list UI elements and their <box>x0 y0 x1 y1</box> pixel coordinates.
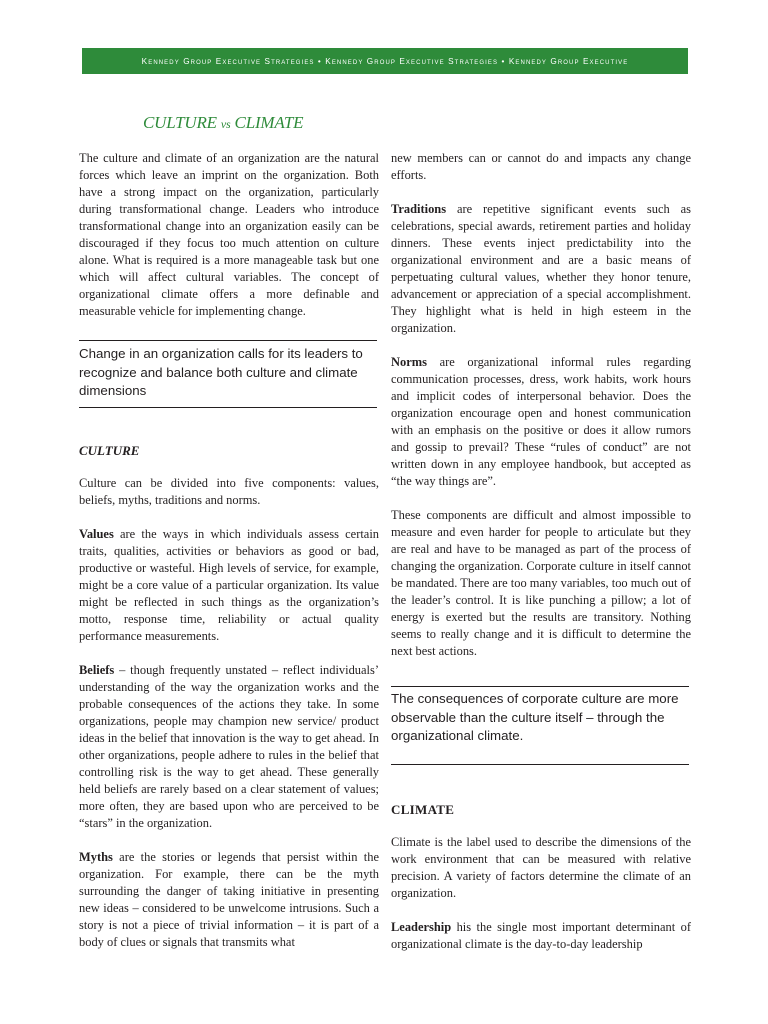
title-culture: CULTURE <box>143 113 221 132</box>
myths-paragraph <box>79 849 379 951</box>
title-climate: CLIMATE <box>230 113 304 132</box>
beliefs-paragraph <box>79 662 379 832</box>
myths-continued-paragraph: new members can or cannot do and impacts any change efforts. <box>391 151 691 182</box>
traditions-paragraph <box>391 201 691 337</box>
culture-intro-paragraph: Culture can be divided into five components: values, beliefs, myths, traditions and norms. <box>79 476 379 507</box>
page-title <box>143 113 303 133</box>
title-vs: vs <box>220 117 231 131</box>
left-column <box>79 150 379 337</box>
climate-heading: CLIMATE <box>391 802 455 817</box>
leadership-term: Leadership <box>391 920 452 934</box>
left-column-lower <box>79 442 379 968</box>
values-term: Values <box>79 527 114 541</box>
header-banner <box>82 48 688 74</box>
leadership-paragraph <box>391 919 691 953</box>
traditions-term: Traditions <box>391 202 447 216</box>
traditions-text: are repetitive significant events such as celebrations, special awards, retirement parties and holiday dinners. These events inject predictability into the organizational environment and are a basic means of perpetuating cultural values, whether they honor tenure, advancement or appreciation of a special accomplishment. They highlight what is held in high esteem in the organization. <box>391 202 691 335</box>
pull-quote-right: The consequences of corporate culture are more observable than the culture itself – through the organizational climate. <box>391 686 689 765</box>
right-column <box>391 150 691 677</box>
norms-term: Norms <box>391 355 427 369</box>
pull-quote-left: Change in an organization calls for its leaders to recognize and balance both culture and climate dimensions <box>79 340 377 408</box>
values-text: are the ways in which individuals assess certain traits, qualities, activities or behaviors as good or bad, productive or wasteful. High levels of service, for example, might be a core value of a particular organization. Its value might be reflected in such things as the organization’s motto, response time, reliability or actual quality performance measurements. <box>79 527 379 643</box>
values-paragraph <box>79 526 379 645</box>
myths-text: are the stories or legends that persist within the organization. For example, there can be the myth surrounding the danger of taking initiative in presenting new ideas – considered to be unwelcome intrusions. Such a story is not a piece of trivial information – it is part of a body of clues or signals that transmits what <box>79 850 379 949</box>
intro-paragraph: The culture and climate of an organization are the natural forces which leave an imprint on the organization. Both have a strong impact on the organization, particularly during transformational change. Leaders who introduce transformational change into an organization easily can be discouraged if they focus too much attention on culture alone. What is required is a more manageable task but one which will affect cultural variables. The concept of organizational climate offers a more definable and measurable vehicle for implementing change. <box>79 151 379 318</box>
myths-term: Myths <box>79 850 113 864</box>
banner-text: Kennedy Group Executive Strategies • Kennedy Group Executive Strategies • Kennedy Group Executive <box>141 56 629 66</box>
beliefs-text: – though frequently unstated – reflect individuals’ understanding of the way the organization works and the probable consequences of the actions they take. In some organizations, people may champion new service/ product ideas in the belief that innovation is the way to get ahead. In other organizations, people adhere to rules in the belief that controlling risk is the way to get ahead. These generally held beliefs are rarely based on a clear statement of values; more often, they are based upon who are perceived to be “stars” in the organization. <box>79 663 379 830</box>
leadership-text: his the single most important determinant of organizational climate is the day-to-day leadership <box>391 920 691 951</box>
climate-intro-paragraph: Climate is the label used to describe the dimensions of the work environment that can be measured with relative precision. A variety of factors determine the climate of an organization. <box>391 835 691 900</box>
culture-heading: CULTURE <box>79 443 140 458</box>
norms-text: are organizational informal rules regarding communication processes, dress, work habits, work hours and implicit codes of interpersonal behavior. Does the organization encourage open and honest communication with an emphasis on the positive or does it allow rumors and gossip to prevail? These “rules of conduct” are not written down in any employee handbook, but accepted as “the way things are”. <box>391 355 691 488</box>
norms-paragraph <box>391 354 691 490</box>
right-column-lower <box>391 801 691 970</box>
components-paragraph: These components are difficult and almost impossible to measure and even harder for people to articulate but they are real and have to be managed as part of the process of changing the organization. Corporate culture in itself cannot be mandated. There are too many variables, too much out of the leader’s control. It is like punching a pillow; a lot of energy is exerted but the results are transitory. Nothing seems to really change and it is difficult to determine the next best actions. <box>391 508 691 658</box>
beliefs-term: Beliefs <box>79 663 115 677</box>
